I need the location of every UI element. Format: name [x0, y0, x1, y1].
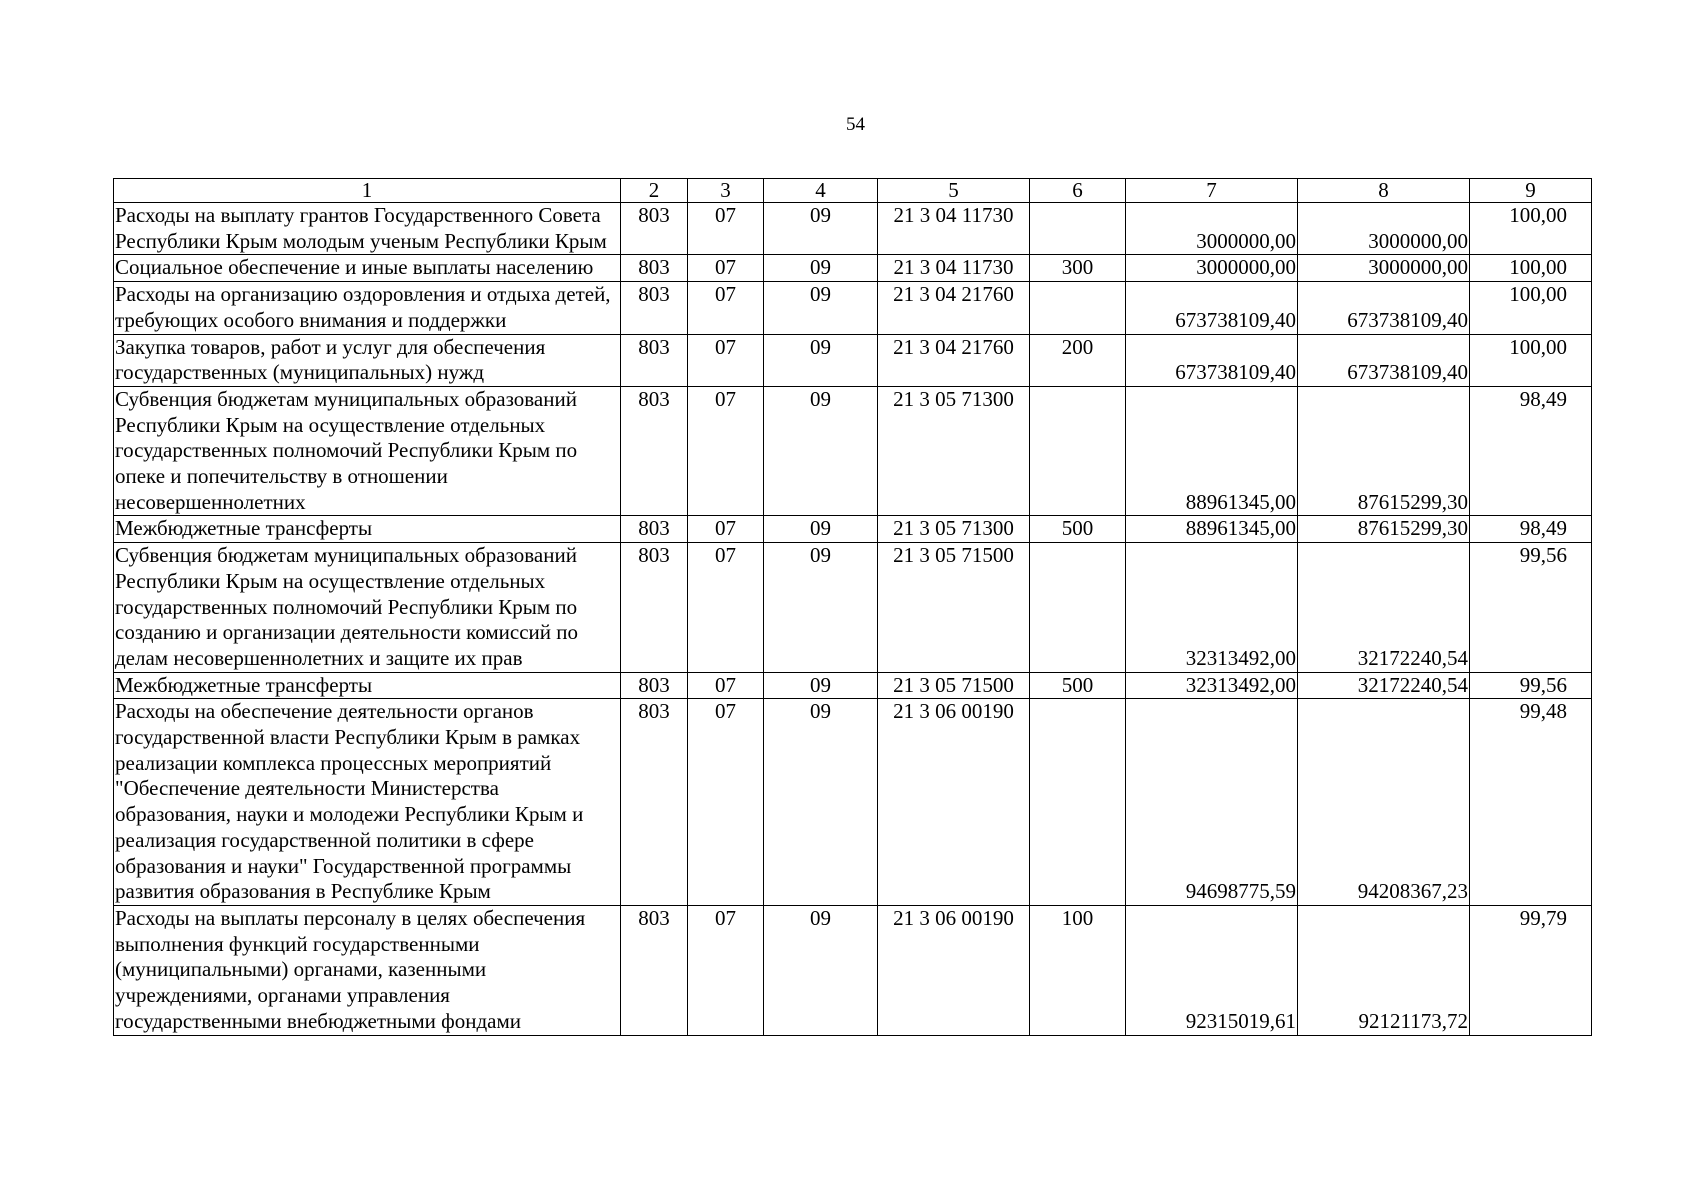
target-article-cell: 21 3 04 11730	[878, 255, 1030, 282]
department-code-cell: 803	[621, 386, 688, 516]
column-header: 4	[764, 179, 878, 203]
column-number-header-row	[114, 179, 1592, 203]
expense-type-cell: 300	[1030, 255, 1126, 282]
column-header: 6	[1030, 179, 1126, 203]
department-code-cell: 803	[621, 672, 688, 699]
execution-percent-cell: 100,00	[1470, 334, 1592, 386]
approved-amount-cell: 94698775,59	[1126, 699, 1298, 906]
expense-name-cell: Субвенция бюджетам муниципальных образований Республики Крым на осуществление отдельных государственных полномочий Республики Крым по опеке и попечительству в отношении несовершеннолетних	[114, 386, 621, 516]
executed-amount-cell: 32172240,54	[1298, 672, 1470, 699]
target-article-cell: 21 3 04 21760	[878, 282, 1030, 334]
target-article-cell: 21 3 05 71300	[878, 516, 1030, 543]
approved-amount-cell: 88961345,00	[1126, 516, 1298, 543]
section-code-cell: 07	[688, 543, 764, 673]
budget-expenditure-table	[113, 178, 1592, 1036]
subsection-code-cell: 09	[764, 334, 878, 386]
executed-amount-cell: 3000000,00	[1298, 203, 1470, 255]
expense-type-cell: 500	[1030, 672, 1126, 699]
approved-amount-cell: 3000000,00	[1126, 203, 1298, 255]
target-article-cell: 21 3 04 11730	[878, 203, 1030, 255]
executed-amount-cell: 32172240,54	[1298, 543, 1470, 673]
execution-percent-cell: 99,56	[1470, 672, 1592, 699]
execution-percent-cell: 98,49	[1470, 386, 1592, 516]
section-code-cell: 07	[688, 672, 764, 699]
table-row	[114, 386, 1592, 516]
approved-amount-cell: 32313492,00	[1126, 543, 1298, 673]
column-header: 5	[878, 179, 1030, 203]
section-code-cell: 07	[688, 334, 764, 386]
executed-amount-cell: 3000000,00	[1298, 255, 1470, 282]
expense-type-cell: 100	[1030, 905, 1126, 1035]
target-article-cell: 21 3 05 71500	[878, 672, 1030, 699]
executed-amount-cell: 87615299,30	[1298, 386, 1470, 516]
department-code-cell: 803	[621, 334, 688, 386]
subsection-code-cell: 09	[764, 203, 878, 255]
execution-percent-cell: 100,00	[1470, 282, 1592, 334]
execution-percent-cell: 100,00	[1470, 255, 1592, 282]
execution-percent-cell: 99,79	[1470, 905, 1592, 1035]
section-code-cell: 07	[688, 282, 764, 334]
expense-type-cell	[1030, 386, 1126, 516]
table-row	[114, 672, 1592, 699]
approved-amount-cell: 88961345,00	[1126, 386, 1298, 516]
expense-type-cell	[1030, 699, 1126, 906]
executed-amount-cell: 92121173,72	[1298, 905, 1470, 1035]
execution-percent-cell: 99,56	[1470, 543, 1592, 673]
target-article-cell: 21 3 05 71300	[878, 386, 1030, 516]
executed-amount-cell: 673738109,40	[1298, 282, 1470, 334]
subsection-code-cell: 09	[764, 699, 878, 906]
expense-type-cell	[1030, 282, 1126, 334]
column-header: 9	[1470, 179, 1592, 203]
table-row	[114, 255, 1592, 282]
expense-name-cell: Межбюджетные трансферты	[114, 672, 621, 699]
table-row	[114, 699, 1592, 906]
table-row	[114, 282, 1592, 334]
expense-type-cell: 500	[1030, 516, 1126, 543]
column-header: 8	[1298, 179, 1470, 203]
department-code-cell: 803	[621, 282, 688, 334]
department-code-cell: 803	[621, 905, 688, 1035]
column-header: 2	[621, 179, 688, 203]
expense-name-cell: Социальное обеспечение и иные выплаты населению	[114, 255, 621, 282]
expense-name-cell: Расходы на выплату грантов Государственного Совета Республики Крым молодым ученым Республики Крым	[114, 203, 621, 255]
expense-name-cell: Субвенция бюджетам муниципальных образований Республики Крым на осуществление отдельных государственных полномочий Республики Крым по созданию и организации деятельности комиссий по делам несовершеннолетних и защите их прав	[114, 543, 621, 673]
executed-amount-cell: 673738109,40	[1298, 334, 1470, 386]
section-code-cell: 07	[688, 386, 764, 516]
subsection-code-cell: 09	[764, 386, 878, 516]
table-row	[114, 334, 1592, 386]
expense-name-cell: Межбюджетные трансферты	[114, 516, 621, 543]
department-code-cell: 803	[621, 203, 688, 255]
expense-type-cell	[1030, 203, 1126, 255]
approved-amount-cell: 3000000,00	[1126, 255, 1298, 282]
target-article-cell: 21 3 05 71500	[878, 543, 1030, 673]
subsection-code-cell: 09	[764, 255, 878, 282]
column-header: 3	[688, 179, 764, 203]
table-row	[114, 905, 1592, 1035]
target-article-cell: 21 3 06 00190	[878, 699, 1030, 906]
expense-name-cell: Расходы на обеспечение деятельности органов государственной власти Республики Крым в рамках реализации комплекса процессных мероприятий "Обеспечение деятельности Министерства образования, науки и молодежи Республики Крым и реализация государственной политики в сфере образования и науки" Государственной программы развития образования в Республике Крым	[114, 699, 621, 906]
approved-amount-cell: 92315019,61	[1126, 905, 1298, 1035]
column-header: 7	[1126, 179, 1298, 203]
column-header: 1	[114, 179, 621, 203]
approved-amount-cell: 673738109,40	[1126, 282, 1298, 334]
executed-amount-cell: 94208367,23	[1298, 699, 1470, 906]
expense-type-cell	[1030, 543, 1126, 673]
expense-name-cell: Расходы на организацию оздоровления и отдыха детей, требующих особого внимания и поддержки	[114, 282, 621, 334]
department-code-cell: 803	[621, 699, 688, 906]
approved-amount-cell: 32313492,00	[1126, 672, 1298, 699]
section-code-cell: 07	[688, 203, 764, 255]
subsection-code-cell: 09	[764, 282, 878, 334]
approved-amount-cell: 673738109,40	[1126, 334, 1298, 386]
section-code-cell: 07	[688, 255, 764, 282]
target-article-cell: 21 3 06 00190	[878, 905, 1030, 1035]
execution-percent-cell: 99,48	[1470, 699, 1592, 906]
department-code-cell: 803	[621, 543, 688, 673]
expense-name-cell: Закупка товаров, работ и услуг для обеспечения государственных (муниципальных) нужд	[114, 334, 621, 386]
expense-type-cell: 200	[1030, 334, 1126, 386]
table-row	[114, 543, 1592, 673]
execution-percent-cell: 98,49	[1470, 516, 1592, 543]
table-row	[114, 203, 1592, 255]
department-code-cell: 803	[621, 255, 688, 282]
page-number: 54	[846, 114, 865, 135]
section-code-cell: 07	[688, 699, 764, 906]
subsection-code-cell: 09	[764, 905, 878, 1035]
table-row	[114, 516, 1592, 543]
subsection-code-cell: 09	[764, 672, 878, 699]
target-article-cell: 21 3 04 21760	[878, 334, 1030, 386]
section-code-cell: 07	[688, 905, 764, 1035]
expense-name-cell: Расходы на выплаты персоналу в целях обеспечения выполнения функций государственными (муниципальными) органами, казенными учреждениями, органами управления государственными внебюджетными фондами	[114, 905, 621, 1035]
execution-percent-cell: 100,00	[1470, 203, 1592, 255]
department-code-cell: 803	[621, 516, 688, 543]
section-code-cell: 07	[688, 516, 764, 543]
subsection-code-cell: 09	[764, 543, 878, 673]
subsection-code-cell: 09	[764, 516, 878, 543]
executed-amount-cell: 87615299,30	[1298, 516, 1470, 543]
